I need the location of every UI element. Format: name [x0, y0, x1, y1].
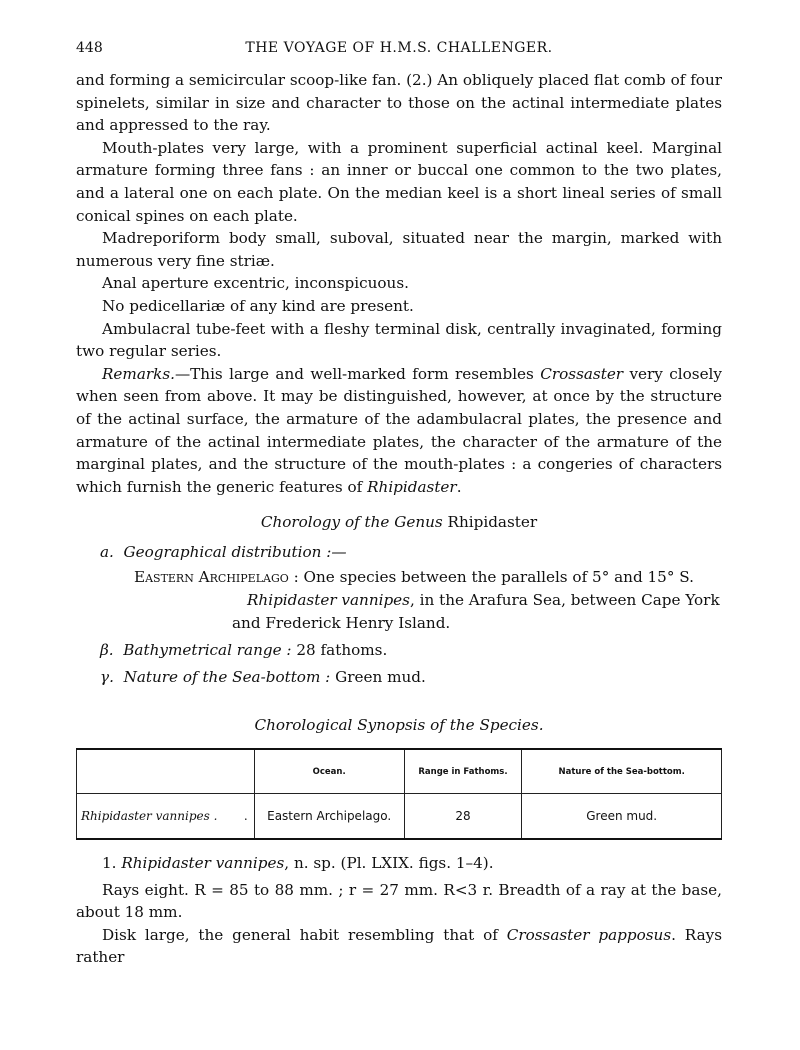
paragraph: Rays eight. R = 85 to 88 mm. ; r = 27 mm. R<3 r. Breadth of a ray at the base, about 18 mm. — [76, 880, 722, 922]
column-header: Ocean. — [254, 749, 404, 794]
paragraph: No pedicellariæ of any kind are present. — [102, 296, 414, 315]
bottom-cell: Green mud. — [522, 794, 722, 840]
species-distribution-line: Rhipidaster vannipes, in the Arafura Sea, between Cape York — [247, 591, 720, 609]
geographical-distribution-label: a. Geographical distribution :— — [100, 543, 347, 561]
genus-name: Crossaster — [540, 364, 624, 383]
paragraph: Ambulacral tube-feet with a fleshy terminal disk, centrally invaginated, forming two regular series. — [76, 319, 722, 361]
species-distribution-line-2: and Frederick Henry Island. — [232, 614, 451, 632]
paragraph: Madreporiform body small, suboval, situated near the margin, marked with numerous very fine striæ. — [76, 229, 722, 270]
remarks-paragraph: Remarks.—This large and well-marked form resembles Crossaster very closely when seen from above. It may be distinguished, however, at once by the structure of the actinal surface, the armature of the adambulacral plates, the presence and armature of the actinal intermediate plates, the character of the armature of the marginal plates, and the structure of the mouth-plates : a congeries of characters which furnish the generic features of Rhipidaster. — [76, 364, 722, 496]
species-cell: Rhipidaster vannipes . . — [77, 794, 255, 840]
synopsis-title: Chorological Synopsis of the Species. — [254, 716, 544, 734]
paragraph: Anal aperture excentric, inconspicuous. — [102, 274, 409, 293]
species-entry — [76, 852, 722, 969]
paragraph: Disk large, the general habit resembling that of Crossaster papposus. Rays rather — [76, 925, 722, 967]
column-header: Range in Fathoms. — [404, 749, 522, 794]
ocean-cell: Eastern Archipelago. — [254, 794, 404, 840]
species-heading: 1. Rhipidaster vannipes, n. sp. (Pl. LXIX. figs. 1–4). — [102, 854, 494, 872]
page-header — [76, 40, 722, 60]
genus-name: Rhipidaster — [367, 477, 457, 496]
remarks-label: Remarks. — [102, 364, 175, 383]
range-cell: 28 — [404, 794, 522, 840]
table-header-row — [77, 749, 722, 794]
paragraph: Mouth-plates very large, with a prominent superficial actinal keel. Marginal armature forming three fans : an inner or buccal one common to the two plates, and a lateral one on each plate. On the median keel is a short lineal series of small conical spines on each plate. — [76, 138, 722, 225]
body-text — [76, 69, 722, 498]
running-title: THE VOYAGE OF H.M.S. CHALLENGER. — [245, 40, 553, 56]
page-number: 448 — [76, 40, 103, 56]
paragraph: and forming a semicircular scoop-like fan. (2.) An obliquely placed flat comb of four spinelets, similar in size and character to those on the actinal intermediate plates and appressed to the ray. — [76, 71, 722, 135]
table-row — [77, 794, 722, 840]
column-header: Nature of the Sea-bottom. — [522, 749, 722, 794]
chorology-heading: Chorology of the Genus Rhipidaster — [260, 513, 538, 531]
column-header — [77, 749, 255, 794]
synopsis-table — [76, 748, 722, 840]
sea-bottom-nature: γ. Nature of the Sea-bottom : Green mud. — [100, 668, 426, 686]
region-line: Eastern Archipelago : One species between the parallels of 5° and 15° S. — [134, 568, 694, 586]
bathymetrical-range: β. Bathymetrical range : 28 fathoms. — [100, 641, 388, 659]
